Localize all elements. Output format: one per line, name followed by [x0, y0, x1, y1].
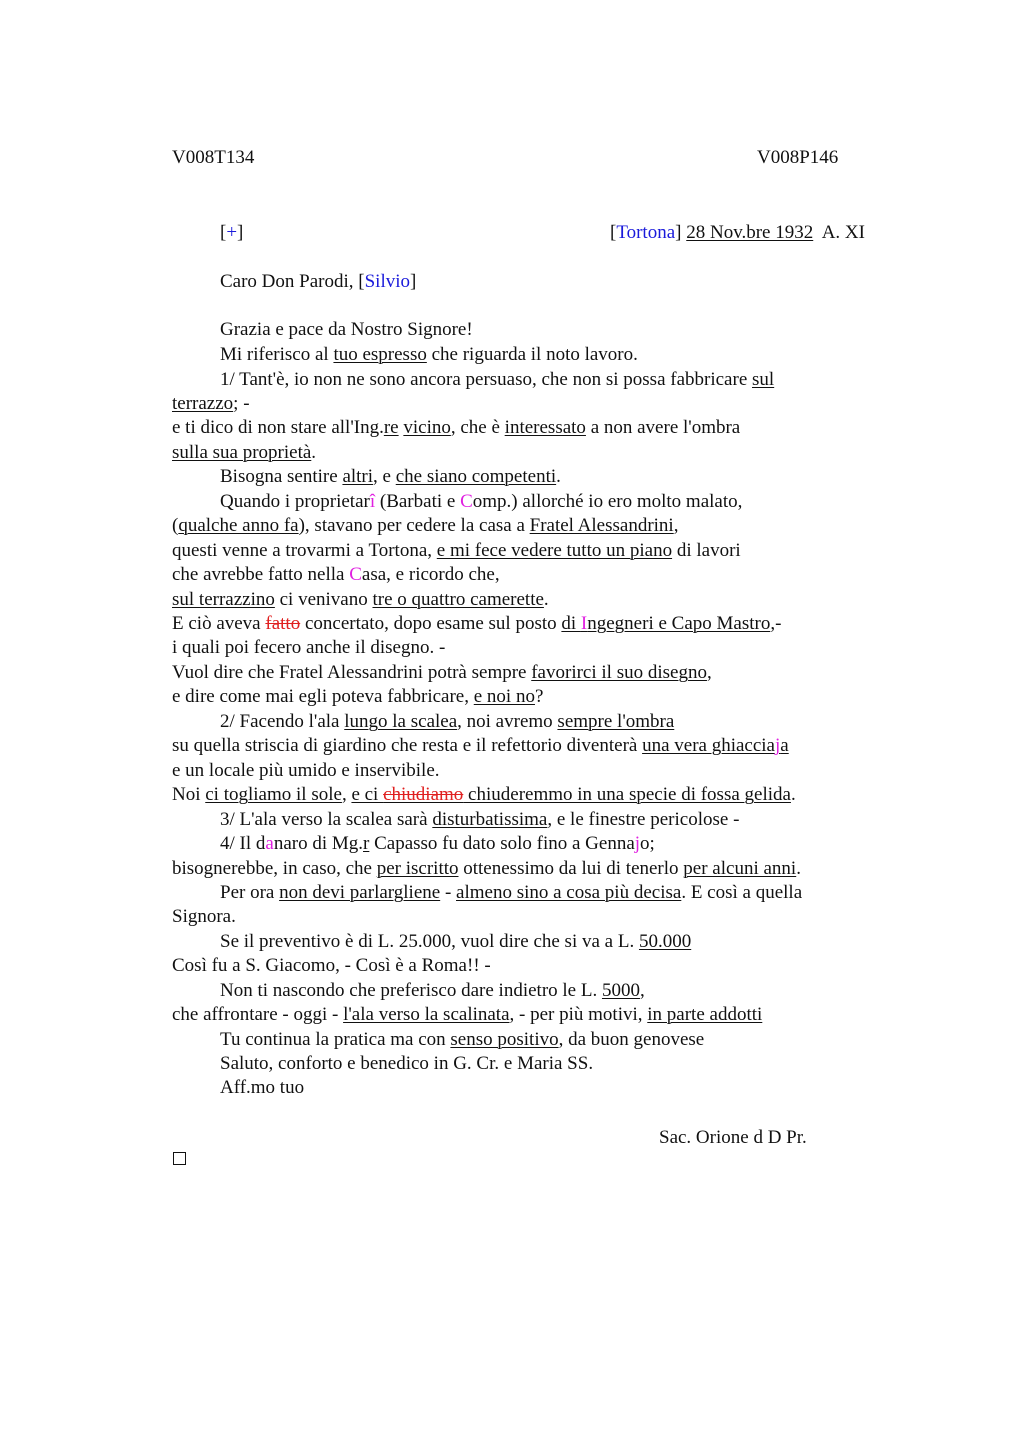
body-line: terrazzo; -	[172, 393, 250, 414]
body-line: Grazia e pace da Nostro Signore!	[220, 319, 473, 340]
body-line: sul terrazzino ci venivano tre o quattro camerette.	[172, 589, 549, 610]
salutation: Caro Don Parodi, [Silvio]	[220, 271, 417, 292]
body-line: bisognerebbe, in caso, che per iscritto ottenessimo da lui di tenerlo per alcuni anni.	[172, 858, 801, 879]
body-line: Mi riferisco al tuo espresso che riguarda il noto lavoro.	[220, 344, 638, 365]
body-line: che affrontare - oggi - l'ala verso la scalinata, - per più motivi, in parte addotti	[172, 1004, 763, 1025]
body-line: Vuol dire che Fratel Alessandrini potrà sempre favorirci il suo disegno,	[172, 662, 712, 683]
signature: Sac. Orione d D Pr.	[659, 1127, 807, 1148]
body-line: e un locale più umido e inservibile.	[172, 760, 440, 781]
body-line: (qualche anno fa), stavano per cedere la casa a Fratel Alessandrini,	[172, 515, 679, 536]
body-line: Saluto, conforto e benedico in G. Cr. e Maria SS.	[220, 1053, 594, 1074]
place-name: Tortona	[616, 222, 676, 243]
body-line: Noi ci togliamo il sole, e ci chiudiamo chiuderemmo in una specie di fossa gelida.	[172, 784, 796, 805]
body-line: che avrebbe fatto nella Casa, e ricordo che,	[172, 564, 500, 585]
body-line: 4/ Il danaro di Mg.r Capasso fu dato solo fino a Gennajo;	[220, 833, 655, 854]
body-line: Tu continua la pratica ma con senso positivo, da buon genovese	[220, 1029, 705, 1050]
dateline: [Tortona] 28 Nov.bre 1932 A. XI	[610, 222, 865, 243]
body-line: Aff.mo tuo	[220, 1077, 305, 1098]
document-code-right: V008P146	[757, 147, 839, 168]
cross-mark: [+]	[220, 222, 244, 243]
body-line: 3/ L'ala verso la scalea sarà disturbatissima, e le finestre pericolose -	[220, 809, 740, 830]
body-line: Bisogna sentire altri, e che siano competenti.	[220, 466, 561, 487]
fascist-year: A. XI	[821, 222, 865, 243]
body-line: Se il preventivo è di L. 25.000, vuol dire che si va a L. 50.000	[220, 931, 692, 952]
end-box-icon	[173, 1152, 186, 1165]
body-line: e ti dico di non stare all'Ing.re vicino, che è interessato a non avere l'ombra	[172, 417, 741, 438]
recipient-name: Silvio	[364, 271, 410, 292]
deleted-word: chiudiamo	[383, 784, 464, 805]
body-line: Non ti nascondo che preferisco dare indietro le L. 5000,	[220, 980, 645, 1001]
body-line: questi venne a trovarmi a Tortona, e mi fece vedere tutto un piano di lavori	[172, 540, 741, 561]
body-line: Per ora non devi parlargliene - almeno sino a cosa più decisa. E così a quella	[220, 882, 803, 903]
deleted-word: fatto	[265, 613, 301, 634]
body-line: Quando i proprietarî (Barbati e Comp.) allorché io ero molto malato,	[220, 491, 743, 512]
letter-date: 28 Nov.bre 1932	[686, 222, 814, 243]
body-line: E ciò aveva fatto concertato, dopo esame sul posto di Ingegneri e Capo Mastro,-	[172, 613, 782, 634]
document-code-left: V008T134	[172, 147, 255, 168]
body-line: Signora.	[172, 906, 236, 927]
body-line: su quella striscia di giardino che resta e il refettorio diventerà una vera ghiacciaja	[172, 735, 789, 756]
body-line: sulla sua proprietà.	[172, 442, 317, 463]
body-line: 1/ Tant'è, io non ne sono ancora persuaso, che non si possa fabbricare sul	[220, 369, 775, 390]
body-line: 2/ Facendo l'ala lungo la scalea, noi avremo sempre l'ombra	[220, 711, 675, 732]
body-line: e dire come mai egli poteva fabbricare, e noi no?	[172, 686, 544, 707]
body-line: Così fu a S. Giacomo, - Così è a Roma!! -	[172, 955, 491, 976]
body-line: i quali poi fecero anche il disegno. -	[172, 637, 446, 658]
